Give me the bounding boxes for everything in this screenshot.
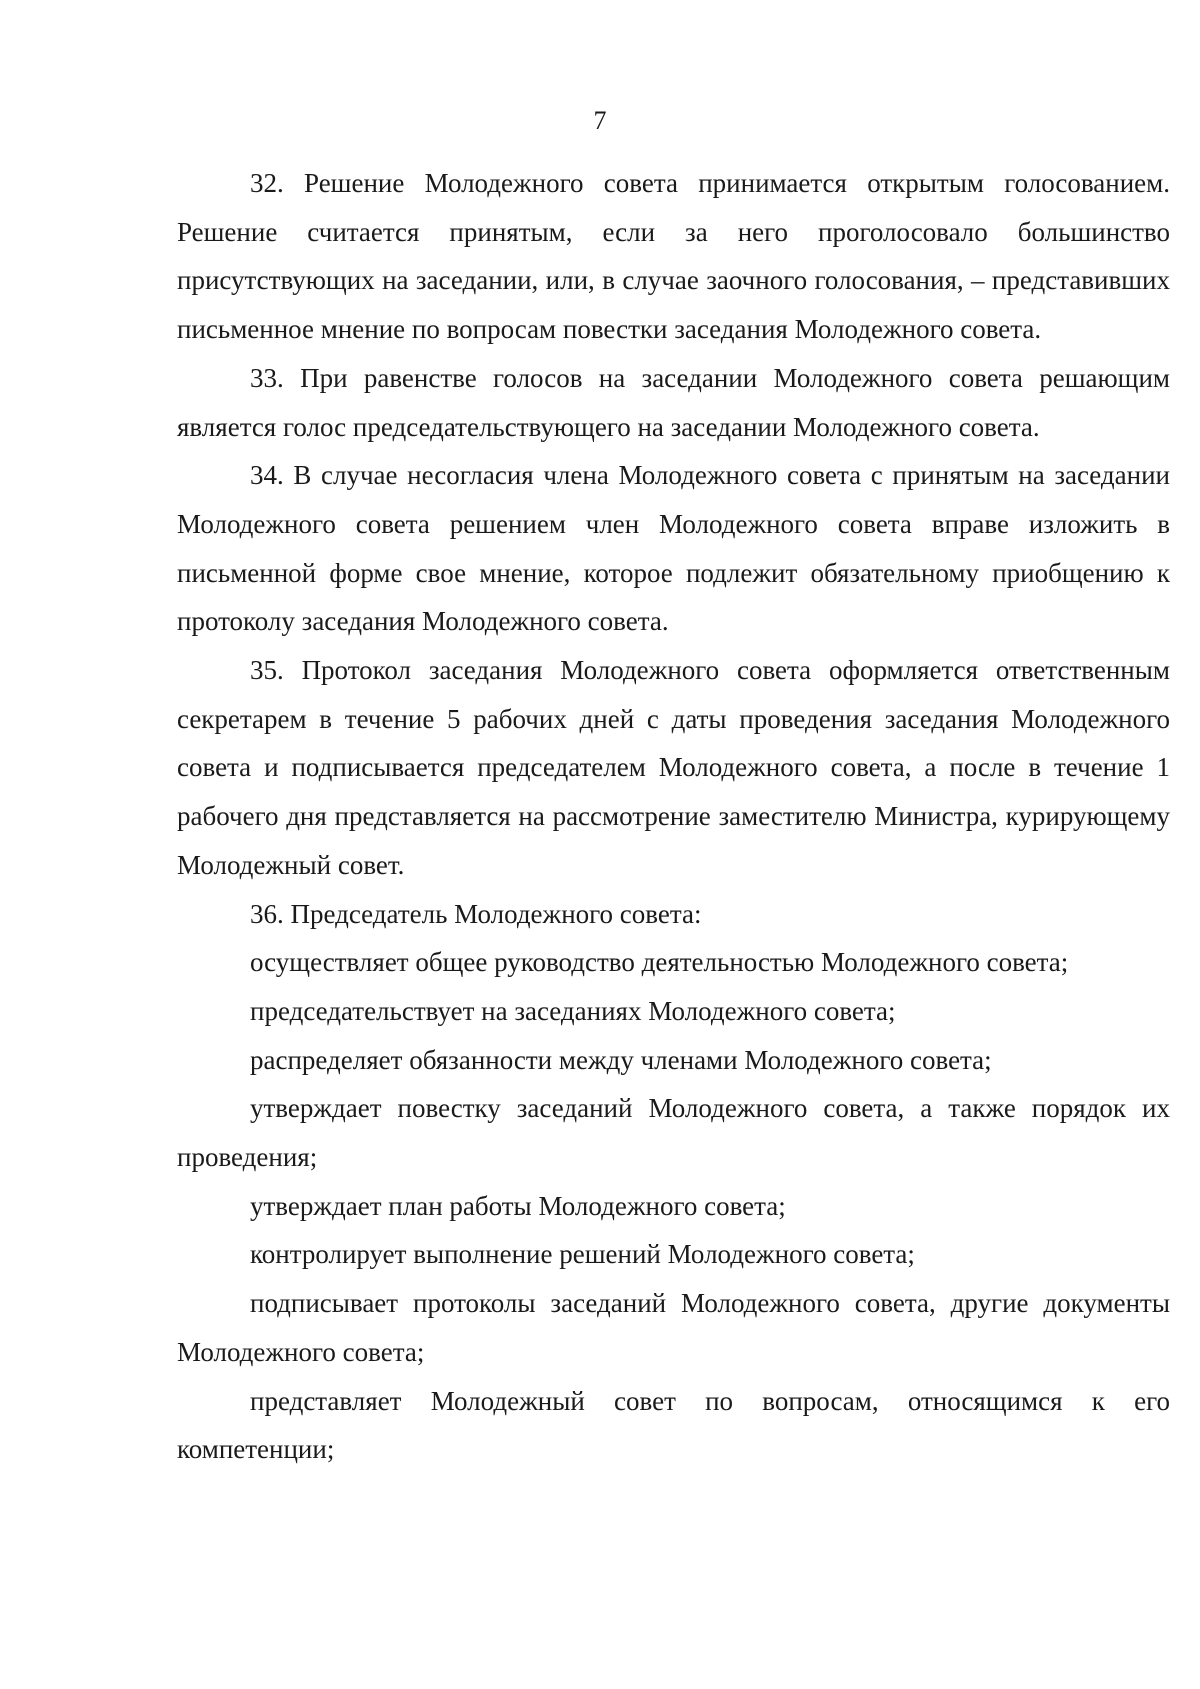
chairman-duty-item: контролирует выполнение решений Молодежного совета; — [250, 1239, 915, 1270]
chairman-duty-item: представляет Молодежный совет по вопросам, относящимся к его компетенции; — [177, 1385, 1170, 1465]
chairman-duty-item: утверждает повестку заседаний Молодежного совета, а также порядок их проведения; — [177, 1093, 1170, 1173]
chairman-duty-item: осуществляет общее руководство деятельностью Молодежного совета; — [250, 947, 1069, 978]
paragraph-34: 34. В случае несогласия члена Молодежного совета с принятым на заседании Молодежного совета решением член Молодежного совета вправе изложить в письменной форме свое мнение, которое подлежит обязательному приобщению к протоколу заседания Молодежного совета. — [177, 460, 1170, 637]
chairman-duty-item: утверждает план работы Молодежного совета; — [250, 1190, 786, 1221]
paragraph-32: 32. Решение Молодежного совета принимается открытым голосованием. Решение считается принятым, если за него проголосовало большинство присутствующих на заседании, или, в случае заочного голосования, – представивших письменное мнение по вопросам повестки заседания Молодежного совета. — [177, 168, 1170, 345]
chairman-duty-item: распределяет обязанности между членами Молодежного совета; — [250, 1044, 992, 1075]
document-body — [177, 159, 1170, 1474]
paragraph-36-heading: 36. Председатель Молодежного совета: — [250, 898, 702, 929]
paragraph-33: 33. При равенстве голосов на заседании Молодежного совета решающим является голос председательствующего на заседании Молодежного совета. — [177, 362, 1170, 442]
paragraph-35: 35. Протокол заседания Молодежного совета оформляется ответственным секретарем в течение 5 рабочих дней с даты проведения заседания Молодежного совета и подписывается председателем Молодежного совета, а после в течение 1 рабочего дня представляется на рассмотрение заместителю Министра, курирующему Молодежный совет. — [177, 655, 1170, 880]
chairman-duty-item: председательствует на заседаниях Молодежного совета; — [250, 995, 896, 1026]
page-number: 7 — [593, 106, 607, 135]
chairman-duty-item: подписывает протоколы заседаний Молодежного совета, другие документы Молодежного совета; — [177, 1288, 1170, 1367]
